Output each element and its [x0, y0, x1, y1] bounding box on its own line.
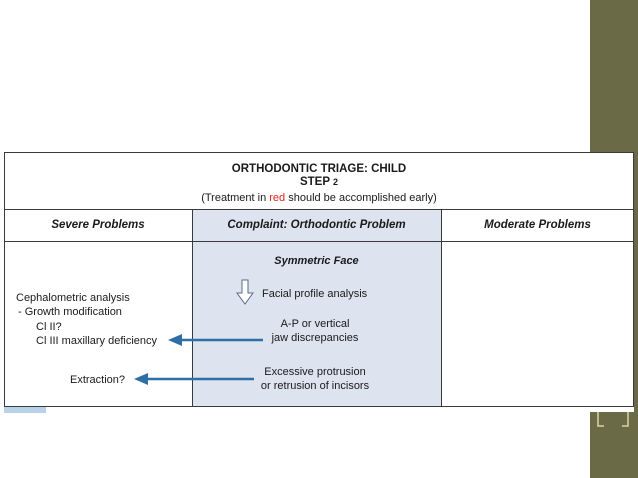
arrow-head-extraction: [134, 373, 148, 385]
cephalometric-analysis: Cephalometric analysis: [16, 292, 130, 304]
header-complaint: Complaint: Orthodontic Problem: [227, 219, 406, 231]
ap-vertical-line2: jaw discrepancies: [271, 332, 359, 344]
excessive-protrusion-line1: Excessive protrusion: [264, 366, 366, 378]
arrow-head-class-iii: [168, 334, 182, 346]
ap-vertical-line1: A-P or vertical: [280, 318, 350, 330]
figure-step: STEP 2: [299, 176, 339, 188]
facial-profile-analysis: Facial profile analysis: [262, 288, 368, 300]
triage-figure: [4, 152, 634, 412]
header-moderate-problems: Moderate Problems: [484, 219, 591, 231]
extraction-question: Extraction?: [70, 374, 126, 386]
figure-title: ORTHODONTIC TRIAGE: CHILD: [231, 163, 407, 175]
growth-modification: - Growth modification: [18, 306, 122, 318]
decorative-blue-strip: [4, 407, 46, 413]
down-arrow-icon: [237, 280, 253, 304]
subtitle-red-word: red: [269, 192, 286, 204]
diagram-arrows: [4, 152, 634, 412]
figure-subtitle: (Treatment in red should be accomplished early): [201, 192, 437, 204]
excessive-protrusion-line2: or retrusion of incisors: [260, 380, 370, 392]
symmetric-face-heading: Symmetric Face: [274, 255, 359, 267]
header-severe-problems: Severe Problems: [51, 219, 145, 231]
class-iii-maxillary-deficiency: Cl III maxillary deficiency: [36, 335, 158, 347]
class-ii-question: Cl II?: [36, 321, 62, 333]
